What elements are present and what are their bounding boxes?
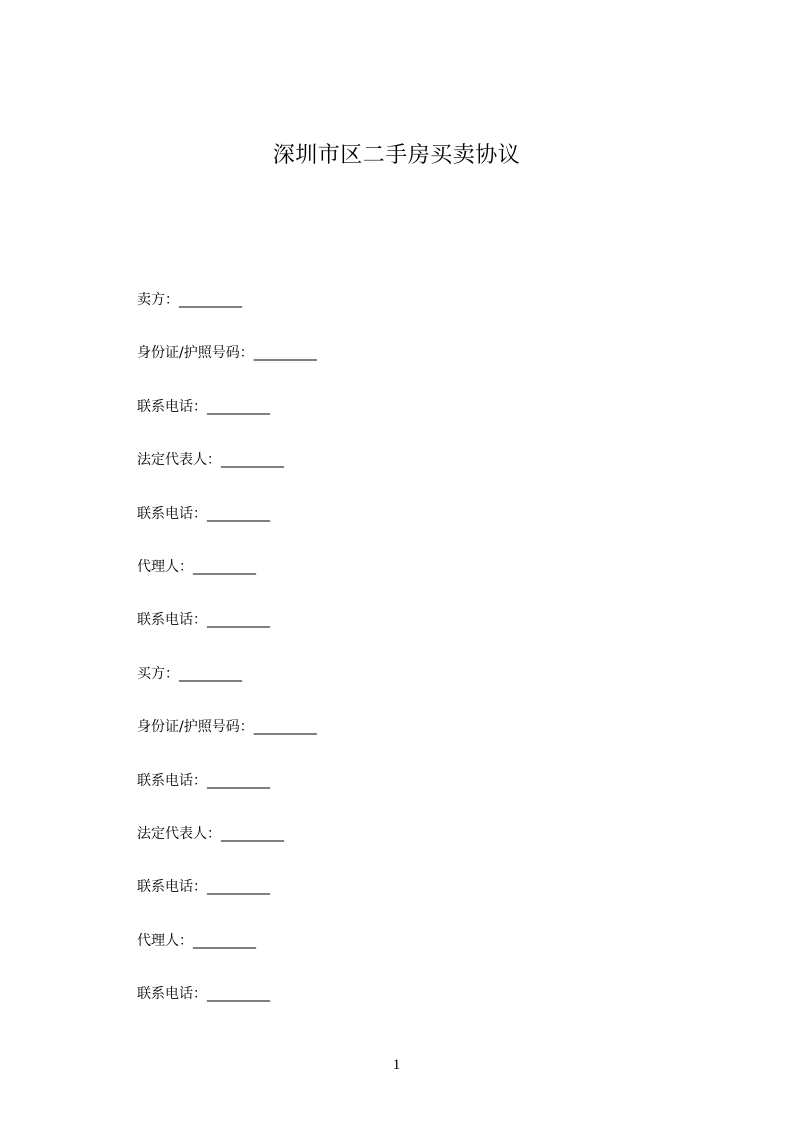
field-seller-agent — [137, 557, 697, 610]
fill-in-blank: _________ — [221, 452, 284, 469]
field-buyer-phone — [137, 771, 697, 824]
field-seller-phone — [137, 397, 697, 450]
field-label: 卖方： — [137, 292, 179, 308]
field-label: 联系电话： — [137, 505, 207, 522]
fill-in-blank: _________ — [207, 772, 270, 789]
field-seller — [137, 290, 697, 343]
fill-in-blank: _________ — [207, 505, 270, 522]
field-label: 代理人： — [137, 932, 193, 949]
fill-in-blank: _________ — [179, 292, 242, 308]
fill-in-blank: _________ — [253, 345, 317, 362]
field-seller-id-number — [137, 343, 697, 396]
field-label: 法定代表人： — [137, 825, 221, 842]
field-label: 联系电话： — [137, 986, 207, 1003]
fill-in-blank: _________ — [207, 612, 270, 629]
fill-in-blank: _________ — [193, 558, 256, 575]
field-buyer-representative-phone — [137, 877, 697, 930]
field-label: 买方： — [137, 665, 179, 682]
field-label: 身份证/护照号码： — [137, 719, 254, 736]
field-label: 身份证/护照号码： — [137, 345, 254, 362]
fill-in-blank: _________ — [253, 719, 317, 736]
field-seller-legal-representative — [137, 450, 697, 503]
page-number: 1 — [392, 1057, 401, 1073]
field-buyer-agent — [137, 931, 697, 984]
field-label: 联系电话： — [137, 772, 207, 789]
party-fields — [137, 290, 697, 1037]
field-label: 联系电话： — [137, 398, 207, 415]
field-seller-representative-phone — [137, 504, 697, 557]
field-label: 代理人： — [137, 558, 193, 575]
fill-in-blank: _________ — [193, 932, 256, 949]
field-buyer-legal-representative — [137, 824, 697, 877]
fill-in-blank: _________ — [179, 665, 242, 682]
field-label: 联系电话： — [137, 879, 207, 896]
document-title: 深圳市区二手房买卖协议 — [272, 143, 521, 168]
field-seller-agent-phone — [137, 610, 697, 663]
fill-in-blank: _________ — [207, 879, 270, 896]
field-buyer-id-number — [137, 717, 697, 770]
fill-in-blank: _________ — [207, 398, 270, 415]
field-label: 联系电话： — [137, 612, 207, 629]
field-buyer-agent-phone — [137, 984, 697, 1037]
field-buyer — [137, 664, 697, 717]
field-label: 法定代表人： — [137, 452, 221, 469]
fill-in-blank: _________ — [207, 986, 270, 1003]
fill-in-blank: _________ — [221, 825, 284, 842]
